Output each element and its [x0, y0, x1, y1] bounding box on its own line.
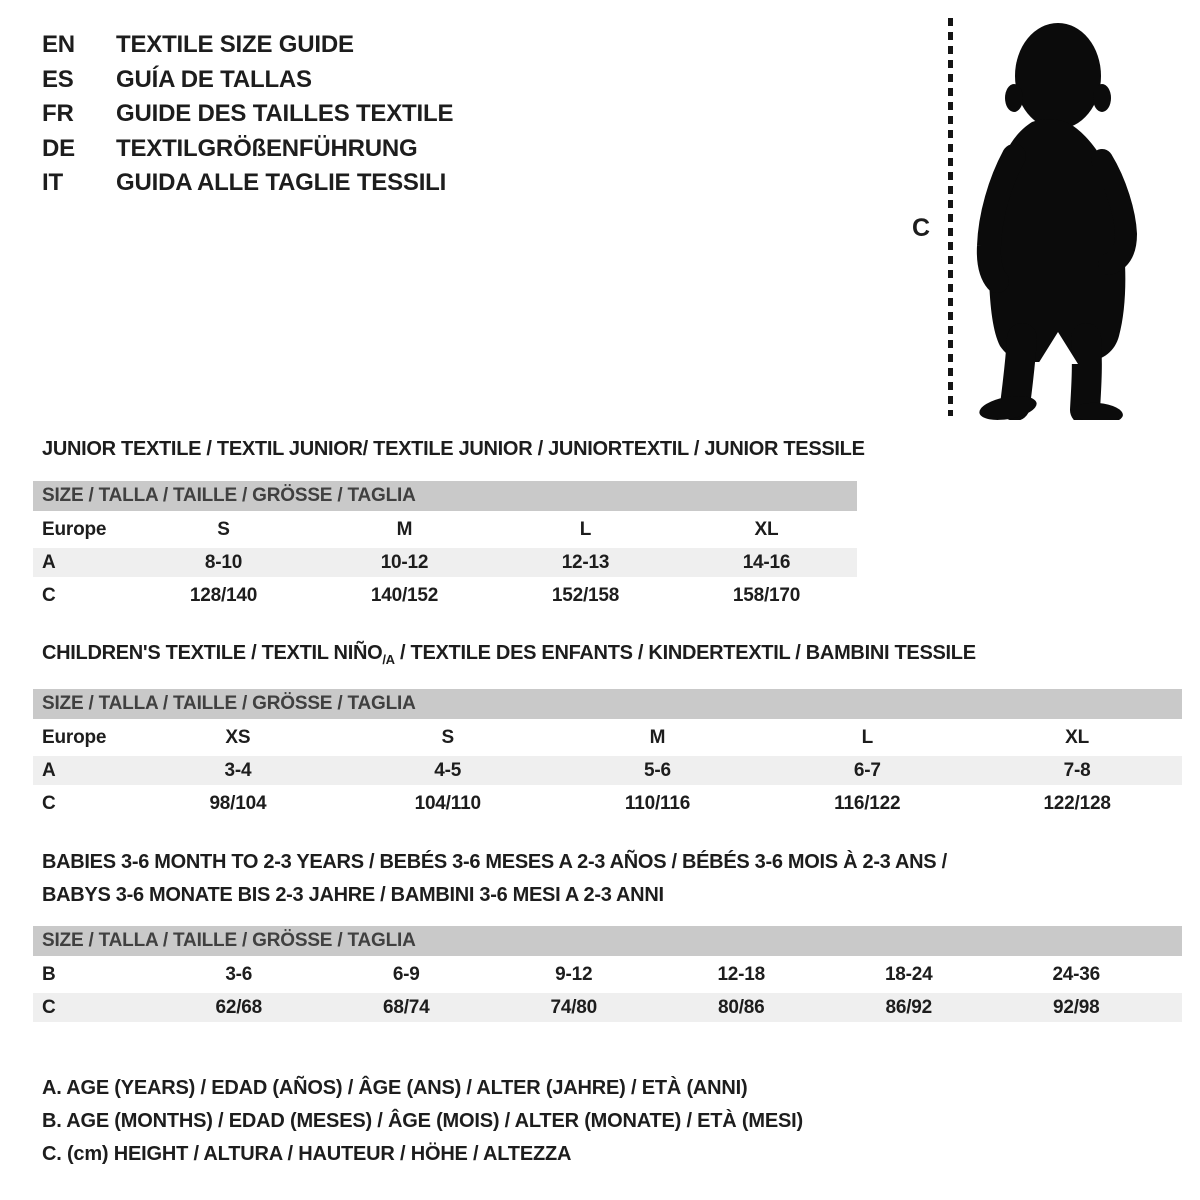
size-column: L	[861, 726, 873, 748]
region-label: Europe	[42, 726, 107, 748]
junior-size-table	[33, 481, 857, 610]
height-value: 128/140	[189, 584, 258, 606]
size-header-bar: SIZE / TALLA / TAILLE / GRÖSSE / TAGLIA	[33, 481, 857, 511]
height-value: 110/116	[624, 792, 691, 814]
children-title-part2: / TEXTILE DES ENFANTS / KINDERTEXTIL / BAMBINI TESSILE	[394, 642, 976, 664]
months-value: 24-36	[1052, 963, 1101, 985]
junior-age-row	[33, 548, 857, 577]
junior-height-row	[33, 581, 857, 610]
size-header-bar: SIZE / TALLA / TAILLE / GRÖSSE / TAGLIA	[33, 689, 1182, 719]
children-section-title	[42, 642, 976, 667]
junior-columns-row	[33, 515, 857, 544]
children-title-part1: CHILDREN'S TEXTILE / TEXTIL NIÑO	[42, 642, 383, 664]
age-value: 3-4	[224, 759, 252, 781]
legend-line-c: C. (cm) HEIGHT / ALTURA / HAUTEUR / HÖHE / ALTEZZA	[42, 1143, 572, 1165]
height-value: 68/74	[382, 996, 430, 1018]
months-value: 9-12	[555, 963, 593, 985]
months-value: 6-9	[392, 963, 420, 985]
babies-height-row	[33, 993, 1182, 1022]
lang-row-it	[42, 166, 453, 201]
size-column: M	[649, 726, 666, 748]
height-value: 140/152	[370, 584, 439, 606]
silhouette-leg-left	[1015, 338, 1022, 406]
row-label: A	[42, 551, 56, 573]
children-size-table	[33, 689, 1182, 818]
babies-title-line2: BABYS 3-6 MONATE BIS 2-3 JAHRE / BAMBINI 3-6 MESI A 2-3 ANNI	[42, 884, 664, 906]
silhouette-head	[1015, 23, 1101, 129]
guide-title-de: TEXTILGRÖßENFÜHRUNG	[116, 134, 418, 162]
lang-row-fr	[42, 97, 453, 132]
age-value: 10-12	[380, 551, 429, 573]
height-value: 104/110	[414, 792, 481, 814]
size-column: M	[396, 518, 413, 540]
guide-title-es: GUÍA DE TALLAS	[116, 65, 312, 93]
height-value: 74/80	[550, 996, 598, 1018]
size-column: XL	[1065, 726, 1090, 748]
months-value: 3-6	[225, 963, 253, 985]
age-value: 6-7	[853, 759, 881, 781]
legend-line-a: A. AGE (YEARS) / EDAD (AÑOS) / ÂGE (ANS) / ALTER (JAHRE) / ETÀ (ANNI)	[42, 1077, 748, 1099]
babies-size-table	[33, 926, 1182, 1022]
height-value: 62/68	[215, 996, 263, 1018]
height-measure-label: C	[911, 214, 931, 242]
legend-line-b: B. AGE (MONTHS) / EDAD (MESES) / ÂGE (MOIS) / ALTER (MONATE) / ETÀ (MESI)	[42, 1110, 803, 1132]
size-column: XL	[754, 518, 779, 540]
height-value: 158/170	[732, 584, 801, 606]
size-header-bar: SIZE / TALLA / TAILLE / GRÖSSE / TAGLIA	[33, 926, 1182, 956]
row-label: A	[42, 759, 56, 781]
height-measure-dashed-line	[948, 18, 953, 416]
children-age-row	[33, 756, 1182, 785]
age-value: 8-10	[204, 551, 243, 573]
lang-code: IT	[42, 169, 63, 196]
toddler-silhouette-image	[958, 20, 1142, 420]
size-column: XS	[225, 726, 251, 748]
babies-months-row	[33, 960, 1182, 989]
lang-code: DE	[42, 134, 75, 162]
row-label: C	[42, 996, 56, 1018]
silhouette-leg-right	[1085, 338, 1087, 410]
size-column: L	[579, 518, 592, 540]
age-value: 14-16	[742, 551, 791, 573]
height-value: 122/128	[1043, 792, 1111, 814]
size-column: S	[441, 726, 454, 748]
junior-section-title: JUNIOR TEXTILE / TEXTIL JUNIOR/ TEXTILE JUNIOR / JUNIORTEXTIL / JUNIOR TESSILE	[42, 438, 865, 460]
children-title-sub: /A	[382, 652, 395, 667]
age-value: 5-6	[644, 759, 671, 781]
children-columns-row	[33, 723, 1182, 752]
age-value: 4-5	[434, 759, 462, 781]
lang-code: EN	[42, 31, 75, 58]
height-value: 86/92	[885, 996, 933, 1018]
row-label: B	[42, 963, 56, 985]
row-label: C	[42, 792, 56, 814]
months-value: 12-18	[717, 963, 766, 985]
babies-title-line1: BABIES 3-6 MONTH TO 2-3 YEARS / BEBÉS 3-6 MESES A 2-3 AÑOS / BÉBÉS 3-6 MOIS À 2-3 ANS /	[42, 851, 947, 873]
guide-title-fr: GUIDE DES TAILLES TEXTILE	[116, 100, 454, 127]
guide-title-it: GUIDA ALLE TAGLIE TESSILI	[116, 169, 447, 196]
guide-title-en: TEXTILE SIZE GUIDE	[116, 31, 354, 58]
measurement-legend	[42, 1072, 803, 1171]
age-value: 12-13	[561, 551, 610, 573]
months-value: 18-24	[884, 963, 933, 985]
lang-row-en	[42, 28, 453, 63]
lang-code: FR	[42, 100, 74, 127]
row-label: C	[42, 584, 56, 606]
region-label: Europe	[42, 518, 107, 540]
height-value: 152/158	[551, 584, 620, 606]
silhouette-ear-right	[1093, 84, 1111, 112]
lang-row-de	[42, 132, 453, 167]
height-value: 98/104	[209, 792, 267, 814]
children-height-row	[33, 789, 1182, 818]
silhouette-ear-left	[1005, 84, 1023, 112]
language-title-list	[42, 28, 453, 201]
height-value: 116/122	[834, 792, 901, 814]
lang-code: ES	[42, 65, 74, 93]
height-value: 92/98	[1052, 996, 1100, 1018]
size-column: S	[217, 518, 230, 540]
lang-row-es	[42, 63, 453, 98]
height-value: 80/86	[717, 996, 765, 1018]
age-value: 7-8	[1063, 759, 1091, 781]
babies-section-title	[42, 846, 947, 912]
